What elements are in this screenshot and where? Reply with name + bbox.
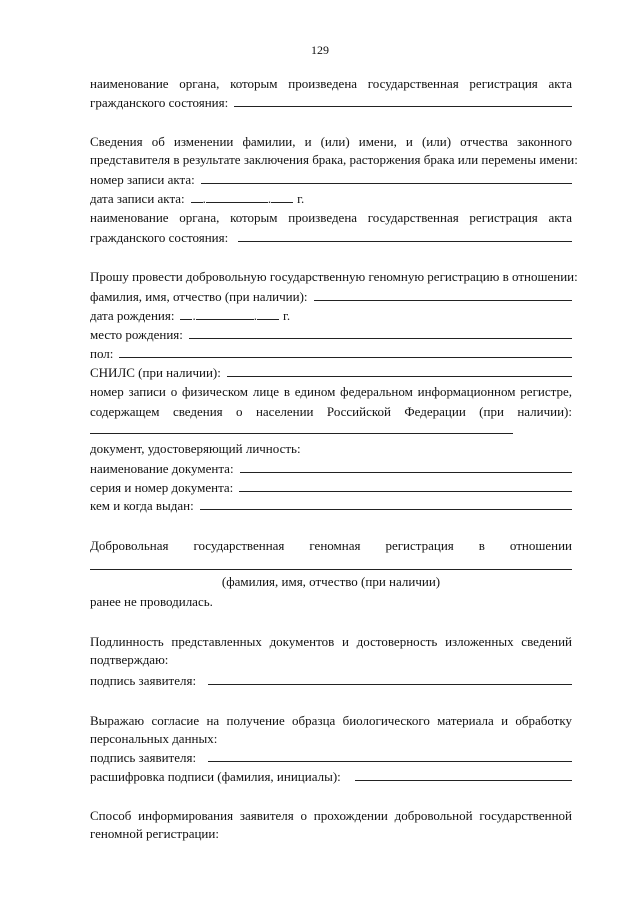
registry-text-line1: номер записи о физическом лице в едином федеральном информационном регистре, (90, 384, 572, 399)
sex-row (90, 345, 572, 362)
snils-field[interactable] (227, 364, 572, 377)
record-number-field[interactable] (201, 171, 572, 184)
notification-text-line2: геномной регистрации: (90, 826, 219, 841)
doc-issued-label: кем и когда выдан: (90, 498, 194, 513)
doc-issued-field[interactable] (200, 497, 572, 510)
birth-date-suffix: г. (282, 308, 291, 323)
prior-registration-text: Добровольная государственная геномная регистрация в отношении (90, 538, 572, 553)
organ-text-line1: наименование органа, которым произведена государственная регистрация акта (90, 76, 572, 91)
organ-field[interactable] (234, 94, 572, 107)
doc-name-label: наименование документа: (90, 461, 234, 476)
fio-caption: (фамилия, имя, отчество (при наличии) (221, 574, 441, 589)
signature2-label: подпись заявителя: (90, 750, 197, 765)
doc-name-row (90, 460, 572, 477)
sex-field[interactable] (119, 345, 572, 358)
record-date-row: дата записи акта: . . г. (90, 191, 305, 206)
snils-label: СНИЛС (при наличии): (90, 365, 221, 380)
registry-field[interactable] (90, 433, 513, 434)
authenticity-text-line1: Подлинность представленных документов и достоверность изложенных сведений (90, 634, 572, 649)
signature-decoding-label: расшифровка подписи (фамилия, инициалы): (90, 769, 341, 784)
birth-date-label: дата рождения: (90, 308, 175, 323)
notification-text-line1: Способ информирования заявителя о прохождении добровольной государственной (90, 808, 572, 823)
not-conducted-text: ранее не проводилась. (90, 594, 213, 609)
signature2-row (90, 749, 572, 766)
organ2-field[interactable] (238, 229, 572, 242)
birth-date-year-field[interactable] (257, 307, 279, 320)
signature2-field[interactable] (208, 749, 572, 762)
signature1-label: подпись заявителя: (90, 673, 197, 688)
birth-date-month-field[interactable] (196, 307, 254, 320)
request-text: Прошу провести добровольную государственную геномную регистрацию в отношении: (90, 269, 578, 284)
fio-row (90, 288, 572, 305)
registry-text-line2: содержащем сведения о населении Российской Федерации (при наличии): (90, 404, 572, 419)
consent-text-line1: Выражаю согласие на получение образца биологического материала и обработку (90, 713, 572, 728)
birth-place-label: место рождения: (90, 327, 183, 342)
fio-label: фамилия, имя, отчество (при наличии): (90, 289, 308, 304)
doc-title: документ, удостоверяющий личность: (90, 441, 301, 456)
page-number: 129 (311, 43, 329, 57)
birth-date-row: дата рождения: . . г. (90, 308, 291, 323)
name-change-text-line2: представителя в результате заключения брака, расторжения брака или перемены имени: (90, 152, 578, 167)
fio-field[interactable] (314, 288, 572, 301)
sex-label: пол: (90, 346, 114, 361)
doc-number-label: серия и номер документа: (90, 480, 234, 495)
record-date-suffix: г. (297, 191, 305, 206)
organ2-label: гражданского состояния: (90, 230, 229, 245)
record-number-label: номер записи акта: (90, 172, 195, 187)
organ2-text-line1: наименование органа, которым произведена государственная регистрация акта (90, 210, 572, 225)
name-change-text-line1: Сведения об изменении фамилии, и (или) имени, и (или) отчества законного (90, 134, 572, 149)
signature-decoding-row (90, 768, 572, 785)
doc-name-field[interactable] (240, 460, 572, 473)
birth-date-day-field[interactable] (180, 307, 192, 320)
signature-decoding-field[interactable] (355, 768, 572, 781)
record-date-day-field[interactable] (191, 190, 203, 203)
organ2-field-row (90, 229, 572, 246)
organ-field-row (90, 94, 572, 111)
record-date-label: дата записи акта: (90, 191, 185, 206)
organ-label: гражданского состояния: (90, 95, 229, 110)
doc-number-field[interactable] (239, 479, 572, 492)
authenticity-text-line2: подтверждаю: (90, 652, 169, 667)
record-date-year-field[interactable] (271, 190, 293, 203)
signature1-field[interactable] (208, 672, 572, 685)
fio-caption-row (90, 574, 572, 590)
birth-place-row (90, 326, 572, 343)
prior-registration-fio-field[interactable] (90, 569, 572, 570)
doc-number-row (90, 479, 572, 496)
birth-place-field[interactable] (189, 326, 572, 339)
doc-issued-row (90, 497, 572, 514)
snils-row (90, 364, 572, 381)
record-date-month-field[interactable] (206, 190, 268, 203)
consent-text-line2: персональных данных: (90, 731, 218, 746)
record-number-row (90, 171, 572, 188)
signature1-row (90, 672, 572, 689)
